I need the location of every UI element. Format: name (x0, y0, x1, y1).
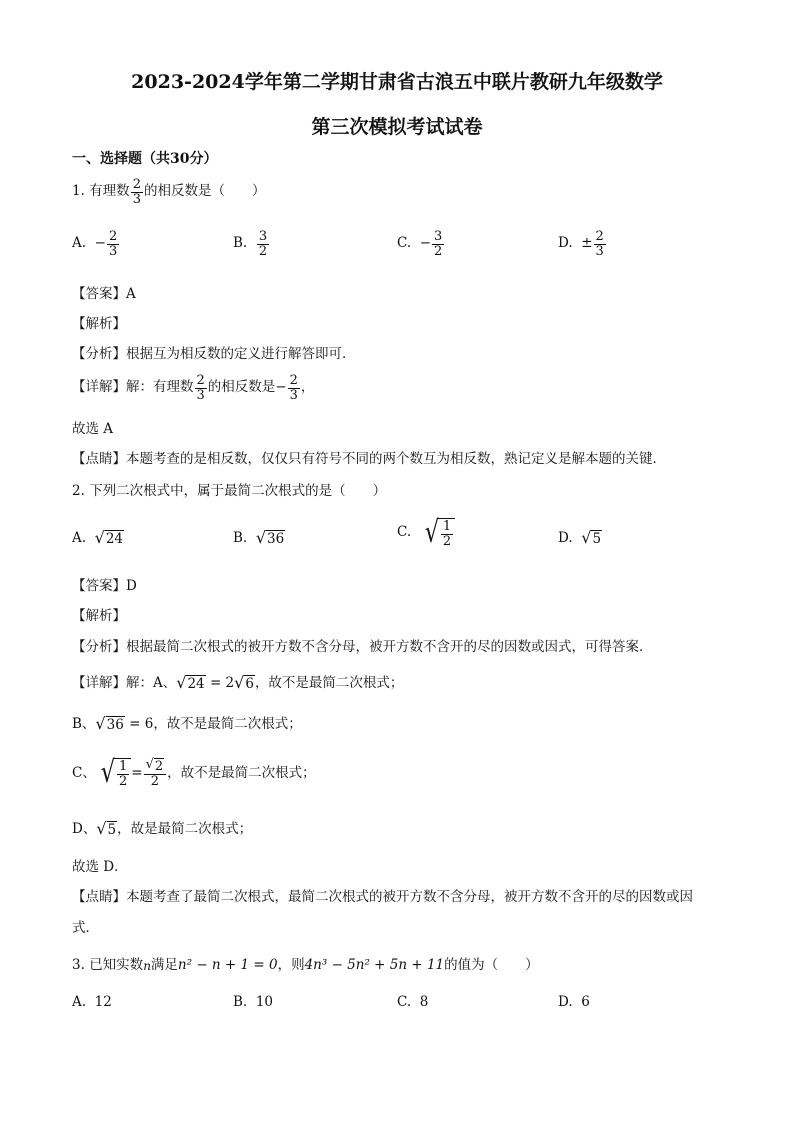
q2-fenxi: 【分析】根据最简二次根式的被开方数不含分母，被开方数不含开的尽的因数或因式，可得答案． (72, 639, 653, 655)
q2-dianjing-line1: 【点睛】本题考查了最简二次根式，最简二次根式的被开方数不含分母，被开方数不含开的尽的因数或因 (72, 889, 693, 905)
q2-xiangjie-a: 【详解】 解：A、 √ 24 = 2 √ 6 ，故不是最简二次根式； (72, 673, 404, 692)
q2-option-c: C. √ $\frac{1}{2}$ (397, 518, 455, 548)
section-heading: 一、选择题（共30分） (72, 151, 218, 167)
q1-answer: 【答案】A (72, 286, 136, 302)
q2-xiangjie-b: B、 √ 36 = 6 ，故不是最简二次根式； (72, 714, 302, 733)
q3-option-a: A. 12 (72, 994, 112, 1010)
q1-option-a: A. − $\frac{2}{3}$ (72, 229, 118, 259)
q2-analysis-tag: 【解析】 (72, 608, 126, 624)
q2-stem: 2. 下列二次根式中，属于最简二次根式的是（ ） (72, 483, 387, 499)
q3-option-d: D. 6 (558, 994, 590, 1010)
q2-option-a: A. √ 24 (72, 528, 124, 547)
q1-stem-after: 的相反数是（ ） (143, 183, 266, 200)
q2-xiangjie-c: C、 √ $\frac{1}{2}$ = √ 2 2 ，故不是最简二次根式； (72, 755, 316, 791)
exam-title-line1: 2023-2024学年第二学期甘肃省古浪五中联片教研九年级数学 (131, 71, 663, 93)
q1-stem (72, 178, 265, 206)
q1-option-d: D. ± $\frac{2}{3}$ (558, 229, 604, 259)
q3-option-c: C. 8 (397, 994, 429, 1010)
q2-dianjing-line2: 式． (72, 920, 99, 936)
exam-title-line2: 第三次模拟考试试卷 (311, 116, 483, 138)
q2-option-b: B. √ 36 (233, 528, 285, 547)
q1-option-c: C. − $\frac{3}{2}$ (397, 229, 443, 259)
q2-answer: 【答案】D (72, 578, 137, 594)
q1-fenxi: 【分析】根据互为相反数的定义进行解答即可． (72, 346, 356, 362)
q1-fraction: $\frac{2}{3}$ (132, 177, 141, 207)
q3-stem: 3. 已知实数 n 满足 n² − n + 1 = 0 ，则 4n³ − 5n² + 5n + 11 的值为（ ） (72, 957, 539, 973)
q1-analysis-tag: 【解析】 (72, 316, 126, 332)
q2-option-d: D. √ 5 (558, 528, 602, 547)
q1-guxuan: 故选 A (72, 421, 114, 437)
q1-number: 1. (72, 183, 85, 200)
q1-stem-before: 有理数 (89, 183, 130, 200)
q2-xiangjie-d: D、 √ 5 ，故是最简二次根式； (72, 819, 253, 838)
q1-xiangjie: 【详解】 解：有理数 $\frac{2}{3}$ 的相反数是 − $\frac{2}{3}$ ， (72, 373, 315, 403)
q1-option-b: B. $\frac{3}{2}$ (233, 229, 268, 259)
q2-guxuan: 故选 D． (72, 859, 128, 875)
q3-option-b: B. 10 (233, 994, 273, 1010)
q1-dianjing: 【点睛】本题考查的是相反数，仅仅只有符号不同的两个数互为相反数，熟记定义是解本题的关键． (72, 451, 666, 467)
